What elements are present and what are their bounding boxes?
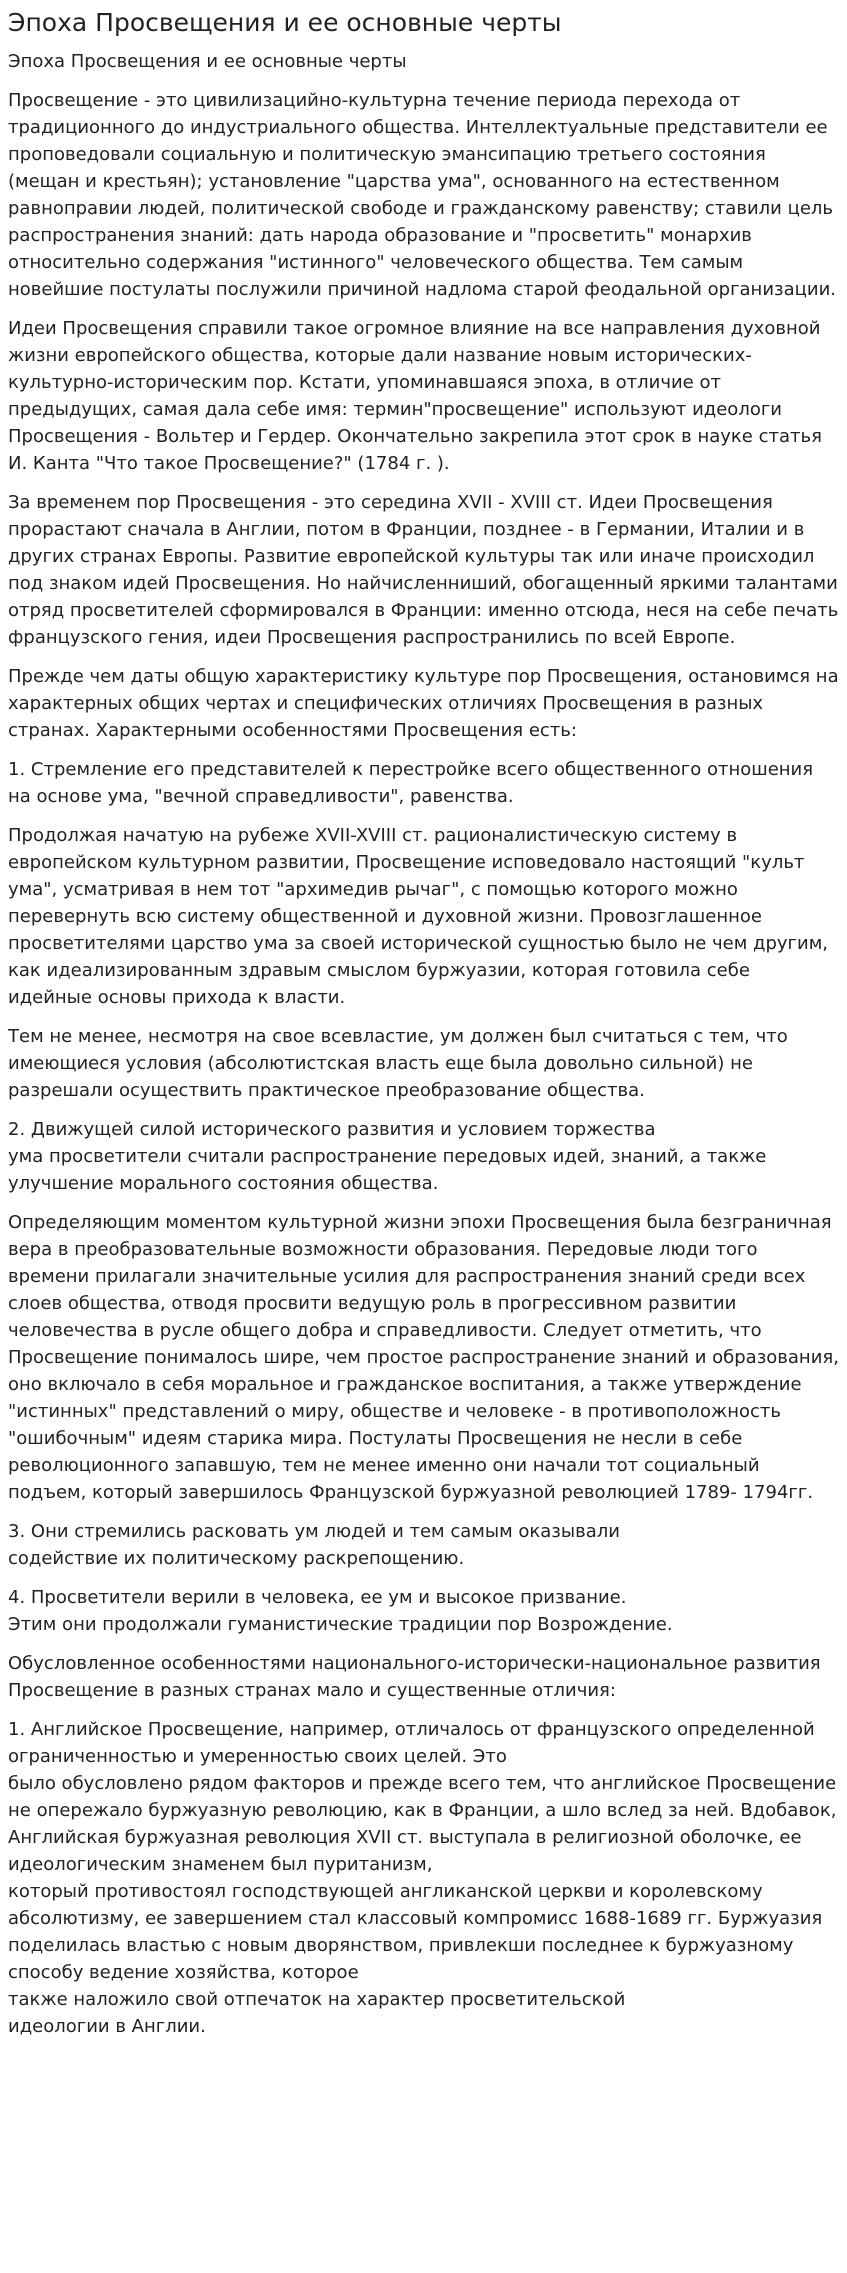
paragraph: 4. Просветители верили в человека, ее ум и высокое призвание. Этим они продолжали гуманистические традиции пор Возрождение. [8,1587,673,1635]
article-body [8,87,839,2040]
paragraph: Обусловленное особенностями национального-исторически-национальное развития Просвещение в разных странах мало и существенные отличия: [8,1653,821,1701]
paragraph: 1. Английское Просвещение, например, отличалось от французского определенной ограниченностью и умеренностью своих целей. Это было обусловлено рядом факторов и прежде всего тем, что английское Просвещение не опережало буржуазную революцию, как в Франции, а шло вслед за ней. Вдобавок, Английская буржуазная революция XVII ст. выступала в религиозной оболочке, ее идеологическим знаменем был пуританизм, который противостоял господствующей англиканской церкви и королевскому абсолютизму, ее завершением стал классовый компромисс 1688-1689 гг. Буржуазия поделилась властью с новым дворянством, привлекши последнее к буржуазному способу ведение хозяйства, которое также наложило свой отпечаток на характер просветительской идеологии в Англии. [8,1719,837,2037]
paragraph: Тем не менее, несмотря на свое всевластие, ум должен был считаться с тем, что имеющиеся условия (абсолютистская власть еще была довольно сильной) не разрешали осуществить практическое преобразование общества. [8,1026,788,1101]
paragraph: Продолжая начатую на рубеже XVII-XVIII ст. рационалистическую систему в европейском культурном развитии, Просвещение исповедовало настоящий "культ ума", усматривая в нем тот "архимедив рычаг", с помощью которого можно перевернуть всю систему общественной и духовной жизни. Провозглашенное просветителями царство ума за своей исторической сущностью было не чем другим, как идеализированным здравым смыслом буржуазии, которая готовила себе идейные основы прихода к власти. [8,825,828,1008]
paragraph: 1. Стремление его представителей к перестройке всего общественного отношения на основе ума, "вечной справедливости", равенства. [8,759,814,807]
paragraph: 3. Они стремились расковать ум людей и тем самым оказывали содействие их политическому раскрепощению. [8,1521,620,1569]
article-subtitle: Эпоха Просвещения и ее основные черты [8,51,407,72]
paragraph: 2. Движущей силой исторического развития и условием торжества ума просветители считали распространение передовых идей, знаний, а также улучшение морального состояния общества. [8,1119,767,1194]
paragraph: Идеи Просвещения справили такое огромное влияние на все направления духовной жизни европейского общества, которые дали название новым исторических-культурно-историческим пор. Кстати, упоминавшаяся эпоха, в отличие от предыдущих, самая дала себе имя: термин"просвещение" используют идеологи Просвещения - Вольтер и Гердер. Окончательно закрепила этот срок в науке статья И. Канта "Что такое Просвещение?" (1784 г. ). [8,318,822,474]
page-title: Эпоха Просвещения и ее основные черты [8,8,562,37]
paragraph: Просвещение - это цивилизацийно-культурна течение периода перехода от традиционного до индустриального общества. Интеллектуальные представители ее проповедовали социальную и политическую эмансипацию третьего состояния (мещан и крестьян); установление "царства ума", основанного на естественном равноправии людей, политической свободе и гражданскому равенству; ставили цель распространения знаний: дать народа образование и "просветить" монархив относительно содержания "истинного" человеческого общества. Тем самым новейшие постулаты послужили причиной надлома старой феодальной организации. [8,90,836,300]
paragraph: Определяющим моментом культурной жизни эпохи Просвещения была безграничная вера в преобразовательные возможности образования. Передовые люди того времени прилагали значительные усилия для распространения знаний среди всех слоев общества, отводя просвити ведущую роль в прогрессивном развитии человечества в русле общего добра и справедливости. Следует отметить, что Просвещение понималось шире, чем простое распространение знаний и образования, оно включало в себя моральное и гражданское воспитания, а также утверждение "истинных" представлений о миру, обществе и человеке - в противоположность "ошибочным" идеям старика мира. Постулаты Просвещения не несли в себе революционного запавшую, тем не менее именно они начали тот социальный подъем, который завершилось Французской буржуазной революцией 1789- 1794гг. [8,1212,839,1503]
paragraph: Прежде чем даты общую характеристику культуре пор Просвещения, остановимся на характерных общих чертах и специфических отличиях Просвещения в разных странах. Характерными особенностями Просвещения есть: [8,666,839,741]
paragraph: За временем пор Просвещения - это середина XVII - XVIII ст. Идеи Просвещения прорастают сначала в Англии, потом в Франции, позднее - в Германии, Италии и в других странах Европы. Развитие европейской культуры так или иначе происходил под знаком идей Просвещения. Но найчисленниший, обогащенный яркими талантами отряд просветителей сформировался в Франции: именно отсюда, неся на себе печать французского гения, идеи Просвещения распространились по всей Европе. [8,492,839,648]
